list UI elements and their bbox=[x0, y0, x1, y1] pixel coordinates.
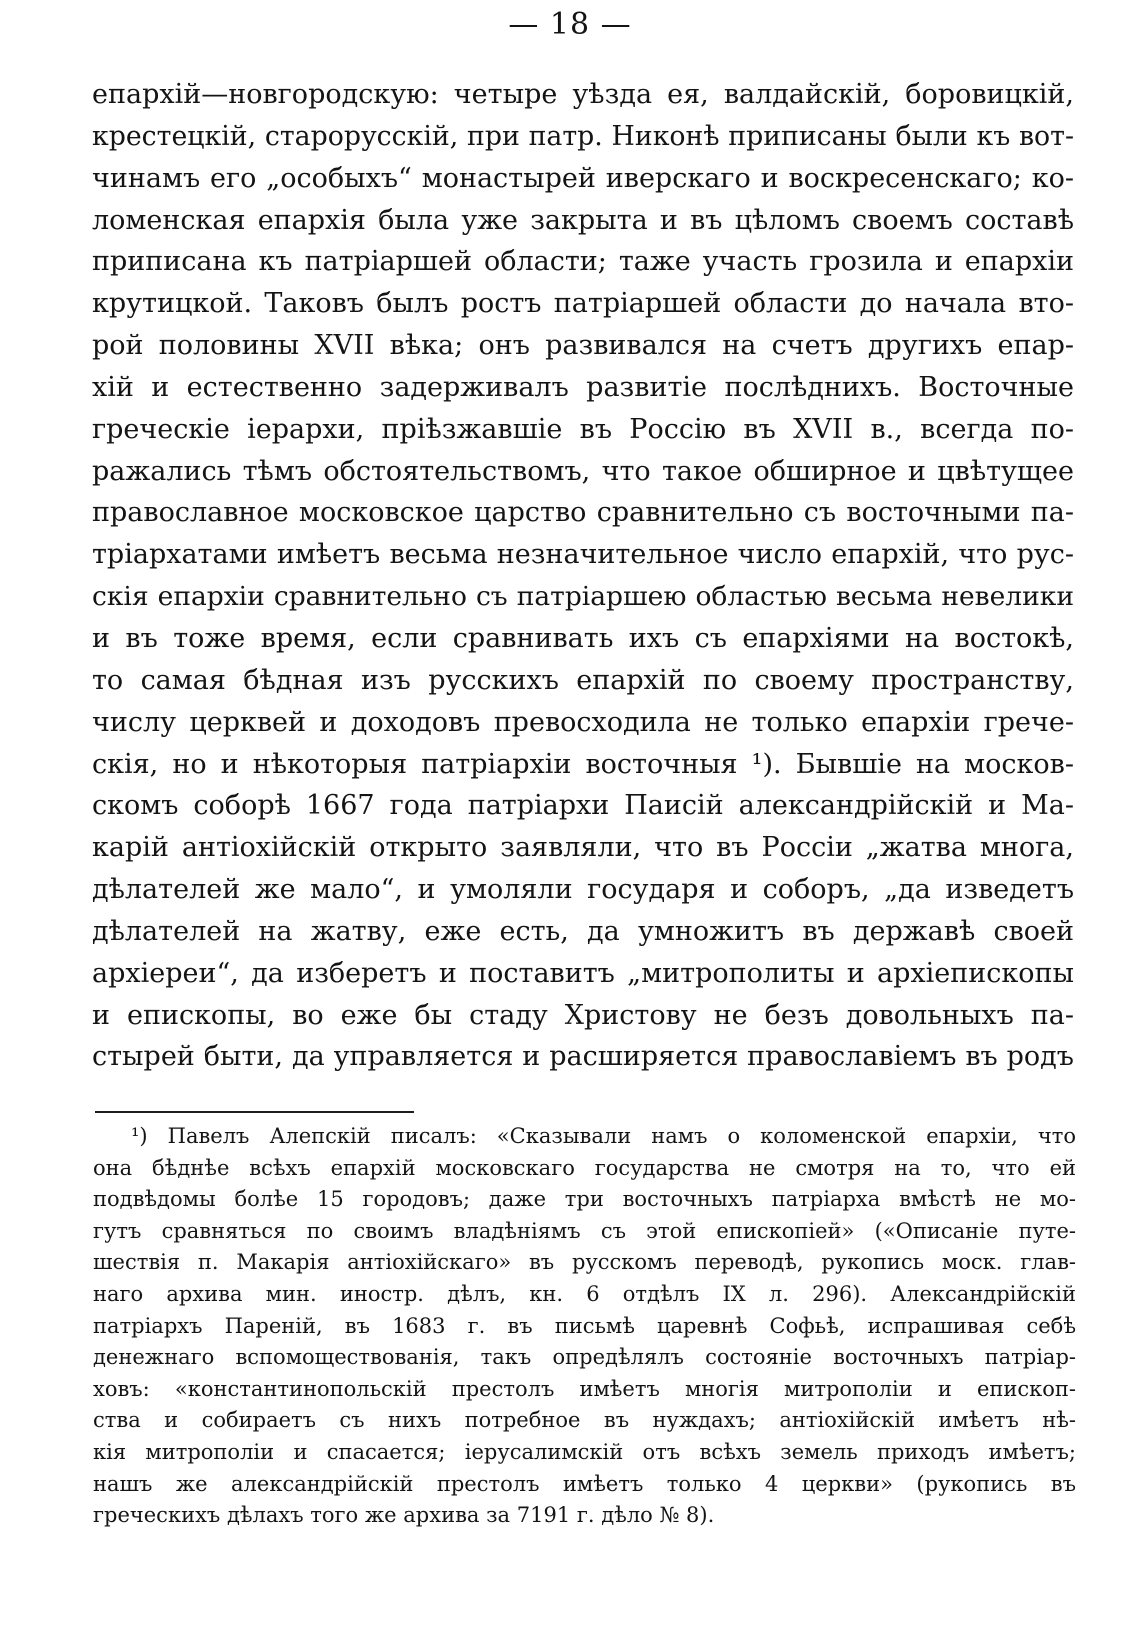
main-text-line: скія епархіи сравнительно съ патріаршею областью весьма невелики bbox=[92, 581, 1074, 613]
main-text-line: архіереи“, да изберетъ и поставитъ „митрополиты и архіепископы bbox=[92, 957, 1074, 989]
footnote-line: патріархъ Пареній, въ 1683 г. въ письмѣ царевнѣ Софьѣ, испрашивая себѣ bbox=[93, 1313, 1076, 1338]
footnote bbox=[93, 1121, 1076, 1532]
footnote-line: она бѣднѣе всѣхъ епархій московскаго государства не смотря на то, что ей bbox=[93, 1155, 1076, 1180]
footnote-line: шествія п. Макарія антіохійскаго» въ русскомъ переводѣ, рукопись моск. глав- bbox=[93, 1250, 1076, 1275]
main-text-line: скія, но и нѣкоторыя патріархіи восточныя ¹). Бывшіе на москов- bbox=[92, 748, 1074, 780]
main-text-line: рой половины XVII вѣка; онъ развивался на счетъ другихъ епар- bbox=[92, 330, 1074, 362]
main-text-line: дѣлателей на жатву, еже есть, да умножитъ въ державѣ своей bbox=[92, 915, 1074, 947]
main-text-line: крутицкой. Таковъ былъ ростъ патріаршей области до начала вто- bbox=[92, 288, 1074, 320]
main-text-line: стырей быти, да управляется и расширяется православіемъ въ родъ bbox=[92, 1041, 1074, 1073]
main-text-line: ломенская епархія была уже закрыта и въ цѣломъ своемъ составѣ bbox=[92, 204, 1074, 236]
main-text-line: чинамъ его „особыхъ“ монастырей иверскаго и воскресенскаго; ко- bbox=[92, 162, 1074, 194]
main-text-line: крестецкій, старорусскій, при патр. Никонѣ приписаны были къ вот- bbox=[92, 120, 1074, 152]
footnote-line: денежнаго вспомоществованія, такъ опредѣлялъ состояніе восточныхъ патріар- bbox=[93, 1345, 1076, 1370]
footnote-line: ¹) Павелъ Алепскій писалъ: «Сказывали намъ о коломенской епархіи, что bbox=[131, 1124, 1076, 1148]
footnote-line: ховъ: «константинопольскій престолъ имѣетъ многія митрополіи и епископ- bbox=[93, 1376, 1076, 1401]
main-text-line: скомъ соборѣ 1667 года патріархи Паисій александрійскій и Ма- bbox=[92, 790, 1074, 822]
main-text-line: ражались тѣмъ обстоятельствомъ, что такое обширное и цвѣтущее bbox=[92, 455, 1074, 487]
footnote-line: греческихъ дѣлахъ того же архива за 7191 г. дѣло № 8). bbox=[93, 1503, 715, 1528]
footnote-line: нашъ же александрійскій престолъ имѣетъ только 4 церкви» (рукопись въ bbox=[93, 1471, 1076, 1496]
main-text-line: греческіе іерархи, пріѣзжавшіе въ Россію въ XVII в., всегда по- bbox=[92, 413, 1074, 445]
main-text bbox=[92, 74, 1074, 1078]
main-text-line: православное московское царство сравнительно съ восточными па- bbox=[92, 497, 1074, 529]
page-number: — 18 — bbox=[508, 7, 632, 42]
main-text-line: карій антіохійскій открыто заявляли, что въ Россіи „жатва многа, bbox=[92, 832, 1074, 864]
main-text-line: дѣлателей же мало“, и умоляли государя и соборъ, „да изведетъ bbox=[92, 874, 1074, 906]
footnote-line: наго архива мин. иностр. дѣлъ, кн. 6 отдѣлъ IX л. 296). Александрійскій bbox=[93, 1281, 1076, 1306]
main-text-line: числу церквей и доходовъ превосходила не только епархіи грече- bbox=[92, 706, 1074, 738]
main-text-line: приписана къ патріаршей области; таже участь грозила и епархіи bbox=[92, 246, 1074, 278]
main-text-line: то самая бѣдная изъ русскихъ епархій по своему пространству, bbox=[92, 664, 1074, 696]
footnote-line: кія митрополіи и спасается; іерусалимскій отъ всѣхъ земель приходъ имѣетъ; bbox=[93, 1439, 1076, 1464]
main-text-line: тріархатами имѣетъ весьма незначительное число епархій, что рус- bbox=[92, 539, 1074, 571]
main-text-line: епархій—новгородскую: четыре уѣзда ея, валдайскій, боровицкій, bbox=[92, 79, 1074, 110]
main-text-line: и епископы, во еже бы стаду Христову не безъ довольныхъ па- bbox=[92, 999, 1074, 1031]
footnote-line: подвѣдомы болѣе 15 городовъ; даже три восточныхъ патріарха вмѣстѣ не мо- bbox=[93, 1187, 1076, 1212]
main-text-line: хій и естественно задерживалъ развитіе послѣднихъ. Восточные bbox=[92, 371, 1074, 403]
main-text-line: и въ тоже время, если сравнивать ихъ съ епархіями на востокѣ, bbox=[92, 622, 1074, 654]
footnote-line: гутъ сравняться по своимъ владѣніямъ съ этой епископіей» («Описаніе путе- bbox=[93, 1218, 1076, 1243]
footnote-line: ства и собираетъ съ нихъ потребное въ нуждахъ; антіохійскій имѣетъ нѣ- bbox=[93, 1408, 1076, 1433]
footnote-divider bbox=[95, 1111, 414, 1113]
